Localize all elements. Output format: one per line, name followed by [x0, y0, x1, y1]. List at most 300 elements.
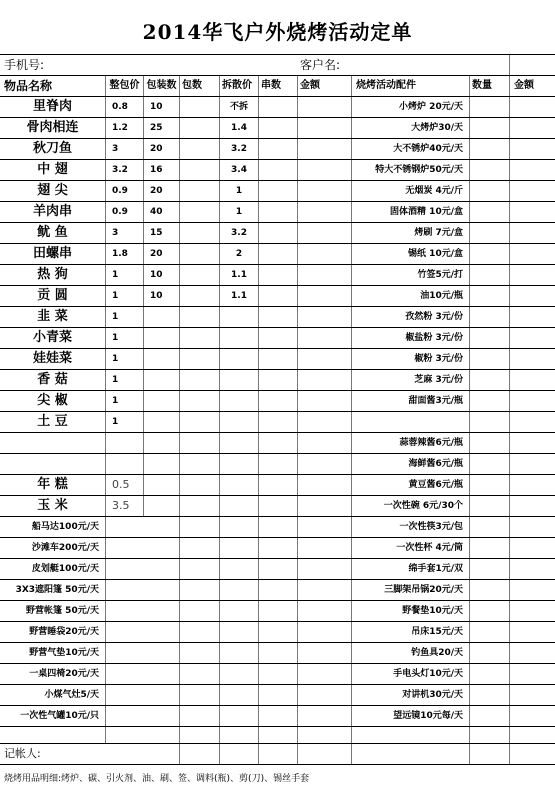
rental-left: 一桌四椅20元/天 [0, 664, 106, 684]
cell-name: 田螺串 [0, 244, 106, 264]
empty-cell [510, 706, 555, 726]
cell-skewers [259, 118, 298, 138]
cell-split-price [220, 454, 259, 474]
cell-name: 香 菇 [0, 370, 106, 390]
cell-name: 小青菜 [0, 328, 106, 348]
cell-accessory: 无烟炭 4元/斤 [352, 181, 470, 201]
cell-split-price [220, 307, 259, 327]
empty-cell [470, 538, 510, 558]
phone-row [0, 54, 555, 76]
cell-packs [180, 202, 220, 222]
item-row [0, 139, 555, 160]
cell-qty [470, 223, 510, 243]
empty-cell [259, 601, 298, 621]
cell-split-price: 3.4 [220, 160, 259, 180]
cell-packs [180, 328, 220, 348]
rental-row [0, 517, 555, 538]
empty-cell [470, 559, 510, 579]
empty-cell [106, 517, 180, 537]
cell-pack-price: 0.9 [106, 181, 144, 201]
cell-split-price: 2 [220, 244, 259, 264]
cell-qty [470, 160, 510, 180]
cell-skewers [259, 349, 298, 369]
cell-amount2 [510, 244, 555, 264]
empty-cell [259, 685, 298, 705]
phone-label: 手机号: [4, 58, 45, 72]
cell-amount2 [510, 307, 555, 327]
cell-pack-price: 1.8 [106, 244, 144, 264]
cell-pack-qty [144, 349, 180, 369]
empty-cell [106, 622, 180, 642]
cell-amount2 [510, 496, 555, 516]
empty-cell [470, 664, 510, 684]
spacer-row [0, 727, 555, 744]
rental-right: 手电头灯10元/天 [352, 664, 470, 684]
empty-cell [220, 685, 259, 705]
cell-amount [298, 328, 352, 348]
rental-right: 绵手套1元/双 [352, 559, 470, 579]
cell-skewers [259, 475, 298, 495]
cell-accessory: 小烤炉 20元/天 [352, 97, 470, 117]
empty-cell [180, 622, 220, 642]
empty-cell [510, 685, 555, 705]
cell-pack-price: 3.5 [106, 496, 144, 516]
empty-cell [470, 643, 510, 663]
cell-name: 土 豆 [0, 412, 106, 432]
item-row [0, 370, 555, 391]
cell-skewers [259, 328, 298, 348]
rental-row [0, 706, 555, 727]
cell-packs [180, 412, 220, 432]
cell-packs [180, 265, 220, 285]
empty-cell [298, 580, 352, 600]
empty-cell [220, 706, 259, 726]
cell-skewers [259, 391, 298, 411]
empty-cell [180, 664, 220, 684]
header-amount: 金额 [298, 76, 352, 96]
cell-skewers [259, 244, 298, 264]
cell-pack-qty: 25 [144, 118, 180, 138]
rental-row [0, 685, 555, 706]
cell-pack-price: 1 [106, 391, 144, 411]
cell-amount [298, 454, 352, 474]
sheet-title: 2014华飞户外烧烤活动定单 [142, 20, 413, 44]
cell-pack-price: 1 [106, 412, 144, 432]
cell-skewers [259, 202, 298, 222]
cell-skewers [259, 370, 298, 390]
cell-amount2 [510, 349, 555, 369]
cell-skewers [259, 97, 298, 117]
cell-amount2 [510, 97, 555, 117]
empty-cell [106, 559, 180, 579]
cell-amount [298, 160, 352, 180]
cell-amount [298, 307, 352, 327]
cell-accessory [352, 412, 470, 432]
item-row [0, 454, 555, 475]
header-accessory: 烧烤活动配件 [352, 76, 470, 96]
empty-cell [180, 580, 220, 600]
empty-cell [470, 622, 510, 642]
cell-pack-price [106, 454, 144, 474]
footer [0, 765, 555, 787]
empty-cell [298, 538, 352, 558]
header-amount2: 金额 [514, 80, 534, 91]
rental-row [0, 664, 555, 685]
empty-cell [220, 538, 259, 558]
empty-cell [106, 643, 180, 663]
rental-right: 望远镜10元每/天 [352, 706, 470, 726]
header-skewers: 串数 [259, 76, 298, 96]
empty-cell [180, 706, 220, 726]
empty-cell [259, 622, 298, 642]
empty-cell [510, 580, 555, 600]
rental-right: 钓鱼具20/天 [352, 643, 470, 663]
cell-qty [470, 391, 510, 411]
cell-qty [470, 139, 510, 159]
cell-amount2 [510, 139, 555, 159]
cell-packs [180, 496, 220, 516]
cell-pack-price: 0.5 [106, 475, 144, 495]
cell-amount2 [510, 433, 555, 453]
header-qty: 数量 [470, 76, 510, 96]
cell-packs [180, 97, 220, 117]
cell-packs [180, 139, 220, 159]
cell-qty [470, 307, 510, 327]
cell-pack-qty: 40 [144, 202, 180, 222]
cell-amount [298, 181, 352, 201]
rental-right: 对讲机30元/天 [352, 685, 470, 705]
cell-accessory: 椒盐粉 3元/份 [352, 328, 470, 348]
cell-amount [298, 370, 352, 390]
cell-amount2 [510, 118, 555, 138]
cell-split-price [220, 433, 259, 453]
rental-row [0, 643, 555, 664]
customer-label: 客户名: [300, 58, 341, 72]
cell-split-price [220, 328, 259, 348]
cell-split-price [220, 391, 259, 411]
cell-name: 玉 米 [0, 496, 106, 516]
rental-right: 三脚架吊锅20元/天 [352, 580, 470, 600]
empty-cell [510, 517, 555, 537]
cell-pack-price: 1 [106, 265, 144, 285]
empty-cell [259, 706, 298, 726]
cell-skewers [259, 223, 298, 243]
cell-amount [298, 202, 352, 222]
cell-amount2 [510, 391, 555, 411]
header-split-price: 拆散价 [220, 76, 259, 96]
empty-cell [106, 685, 180, 705]
recorder-label: 记帐人: [4, 747, 41, 760]
cell-pack-qty: 15 [144, 223, 180, 243]
cell-accessory: 大烤炉30/天 [352, 118, 470, 138]
empty-cell [510, 559, 555, 579]
rental-left: 野营帐篷 50元/天 [0, 601, 106, 621]
cell-skewers [259, 454, 298, 474]
cell-qty [470, 118, 510, 138]
rental-right: 吊床15元/天 [352, 622, 470, 642]
cell-pack-qty: 16 [144, 160, 180, 180]
cell-amount2 [510, 223, 555, 243]
empty-cell [259, 643, 298, 663]
cell-accessory: 甜面酱3元/瓶 [352, 391, 470, 411]
cell-accessory: 孜然粉 3元/份 [352, 307, 470, 327]
cell-pack-qty [144, 454, 180, 474]
empty-cell [106, 601, 180, 621]
empty-cell [298, 622, 352, 642]
cell-name: 翅 尖 [0, 181, 106, 201]
cell-name: 韭 菜 [0, 307, 106, 327]
header-row [0, 76, 555, 97]
cell-amount [298, 97, 352, 117]
cell-skewers [259, 433, 298, 453]
cell-pack-qty [144, 475, 180, 495]
cell-split-price [220, 412, 259, 432]
empty-cell [298, 643, 352, 663]
item-row [0, 349, 555, 370]
item-row [0, 286, 555, 307]
empty-cell [470, 517, 510, 537]
empty-cell [180, 559, 220, 579]
empty-cell [470, 601, 510, 621]
cell-accessory: 黄豆酱6元/瓶 [352, 475, 470, 495]
cell-pack-price: 1 [106, 307, 144, 327]
empty-cell [220, 664, 259, 684]
cell-accessory: 椒粉 3元/份 [352, 349, 470, 369]
empty-cell [298, 664, 352, 684]
rental-left: 野营睡袋20元/天 [0, 622, 106, 642]
item-row [0, 202, 555, 223]
cell-skewers [259, 265, 298, 285]
empty-cell [106, 538, 180, 558]
cell-qty [470, 244, 510, 264]
cell-amount2 [510, 160, 555, 180]
cell-pack-qty: 20 [144, 139, 180, 159]
cell-split-price [220, 349, 259, 369]
item-row [0, 433, 555, 454]
item-row [0, 412, 555, 433]
cell-packs [180, 307, 220, 327]
cell-name: 尖 椒 [0, 391, 106, 411]
cell-pack-qty: 10 [144, 265, 180, 285]
empty-cell [259, 580, 298, 600]
cell-accessory: 大不锈炉40元/天 [352, 139, 470, 159]
cell-accessory: 海鲜酱6元/瓶 [352, 454, 470, 474]
cell-qty [470, 181, 510, 201]
rental-row [0, 538, 555, 559]
rental-left: 一次性气罐10元/只 [0, 706, 106, 726]
cell-pack-qty [144, 328, 180, 348]
cell-qty [470, 370, 510, 390]
cell-pack-price: 1 [106, 286, 144, 306]
cell-name: 娃娃菜 [0, 349, 106, 369]
empty-cell [510, 643, 555, 663]
cell-pack-qty [144, 496, 180, 516]
empty-cell [106, 580, 180, 600]
cell-amount2 [510, 412, 555, 432]
empty-cell [470, 685, 510, 705]
cell-split-price: 1.4 [220, 118, 259, 138]
cell-amount [298, 223, 352, 243]
cell-skewers [259, 496, 298, 516]
cell-qty [470, 475, 510, 495]
cell-name: 骨肉相连 [0, 118, 106, 138]
rental-left: 沙滩车200元/天 [0, 538, 106, 558]
cell-pack-price: 1.2 [106, 118, 144, 138]
cell-qty [470, 97, 510, 117]
cell-amount [298, 391, 352, 411]
cell-split-price: 1.1 [220, 286, 259, 306]
item-row [0, 244, 555, 265]
empty-cell [220, 517, 259, 537]
cell-pack-qty [144, 391, 180, 411]
rental-right: 一次性杯 4元/筒 [352, 538, 470, 558]
item-row [0, 160, 555, 181]
cell-amount2 [510, 181, 555, 201]
cell-amount2 [510, 454, 555, 474]
cell-amount [298, 496, 352, 516]
cell-name: 鱿 鱼 [0, 223, 106, 243]
cell-name: 里脊肉 [0, 97, 106, 117]
cell-split-price: 1 [220, 202, 259, 222]
cell-amount [298, 286, 352, 306]
cell-pack-price: 1 [106, 349, 144, 369]
empty-cell [220, 580, 259, 600]
empty-cell [180, 685, 220, 705]
cell-pack-qty [144, 433, 180, 453]
empty-cell [180, 601, 220, 621]
cell-accessory: 特大不锈钢炉50元/天 [352, 160, 470, 180]
cell-accessory: 锡纸 10元/盒 [352, 244, 470, 264]
cell-packs [180, 118, 220, 138]
cell-pack-price: 1 [106, 328, 144, 348]
cell-name: 贡 圆 [0, 286, 106, 306]
cell-amount2 [510, 328, 555, 348]
empty-cell [106, 664, 180, 684]
item-row [0, 97, 555, 118]
rental-left: 小煤气灶5/天 [0, 685, 106, 705]
rental-row [0, 580, 555, 601]
item-row [0, 181, 555, 202]
order-sheet [0, 54, 555, 787]
cell-amount2 [510, 475, 555, 495]
cell-amount [298, 244, 352, 264]
cell-accessory: 竹签5元/打 [352, 265, 470, 285]
cell-pack-price: 0.8 [106, 97, 144, 117]
cell-accessory: 固体酒精 10元/盒 [352, 202, 470, 222]
cell-name: 热 狗 [0, 265, 106, 285]
cell-accessory: 烤刷 7元/盒 [352, 223, 470, 243]
cell-amount [298, 412, 352, 432]
header-pack-qty: 包装数 [144, 76, 180, 96]
cell-split-price [220, 475, 259, 495]
empty-cell [259, 664, 298, 684]
cell-packs [180, 244, 220, 264]
cell-pack-qty [144, 370, 180, 390]
cell-pack-price [106, 433, 144, 453]
rental-row [0, 622, 555, 643]
rental-left: 3X3遮阳篷 50元/天 [0, 580, 106, 600]
cell-amount [298, 349, 352, 369]
cell-packs [180, 349, 220, 369]
cell-qty [470, 349, 510, 369]
cell-packs [180, 223, 220, 243]
empty-cell [220, 622, 259, 642]
cell-pack-price: 3 [106, 223, 144, 243]
item-row [0, 265, 555, 286]
cell-name [0, 433, 106, 453]
cell-split-price: 不拆 [220, 97, 259, 117]
empty-cell [220, 601, 259, 621]
empty-cell [298, 601, 352, 621]
footer-note: 烧烤用品明细:烤炉、碳、引火剂、油、刷、签、调料(瓶)、剪(刀)、锡丝手套 [4, 774, 310, 784]
cell-accessory: 芝麻 3元/份 [352, 370, 470, 390]
cell-amount [298, 433, 352, 453]
cell-packs [180, 475, 220, 495]
header-pack-price: 整包价 [106, 76, 144, 96]
rental-right: 野餐垫10元/天 [352, 601, 470, 621]
cell-accessory: 油10元/瓶 [352, 286, 470, 306]
empty-cell [298, 559, 352, 579]
cell-qty [470, 202, 510, 222]
item-row [0, 391, 555, 412]
cell-qty [470, 328, 510, 348]
rental-row [0, 559, 555, 580]
cell-amount2 [510, 286, 555, 306]
cell-pack-qty [144, 412, 180, 432]
cell-split-price: 3.2 [220, 223, 259, 243]
empty-cell [298, 706, 352, 726]
cell-packs [180, 391, 220, 411]
cell-accessory: 一次性碗 6元/30个 [352, 496, 470, 516]
header-packs: 包数 [180, 76, 220, 96]
cell-name: 羊肉串 [0, 202, 106, 222]
cell-skewers [259, 181, 298, 201]
recorder-row [0, 744, 555, 765]
cell-amount2 [510, 265, 555, 285]
cell-pack-price: 1 [106, 370, 144, 390]
cell-qty [470, 265, 510, 285]
item-row [0, 118, 555, 139]
empty-cell [510, 664, 555, 684]
item-row [0, 307, 555, 328]
empty-cell [470, 706, 510, 726]
rental-right: 一次性筷3元/包 [352, 517, 470, 537]
empty-cell [298, 517, 352, 537]
item-row [0, 328, 555, 349]
cell-packs [180, 370, 220, 390]
cell-split-price: 1 [220, 181, 259, 201]
rental-row [0, 601, 555, 622]
cell-amount [298, 118, 352, 138]
cell-pack-price: 3 [106, 139, 144, 159]
empty-cell [510, 538, 555, 558]
cell-accessory: 蒜蓉辣酱6元/瓶 [352, 433, 470, 453]
empty-cell [106, 706, 180, 726]
cell-qty [470, 286, 510, 306]
cell-pack-qty: 20 [144, 244, 180, 264]
cell-qty [470, 412, 510, 432]
empty-cell [510, 601, 555, 621]
empty-cell [259, 559, 298, 579]
cell-qty [470, 454, 510, 474]
empty-cell [180, 517, 220, 537]
empty-cell [259, 538, 298, 558]
cell-qty [470, 433, 510, 453]
cell-split-price [220, 370, 259, 390]
item-row [0, 496, 555, 517]
cell-skewers [259, 139, 298, 159]
cell-packs [180, 286, 220, 306]
